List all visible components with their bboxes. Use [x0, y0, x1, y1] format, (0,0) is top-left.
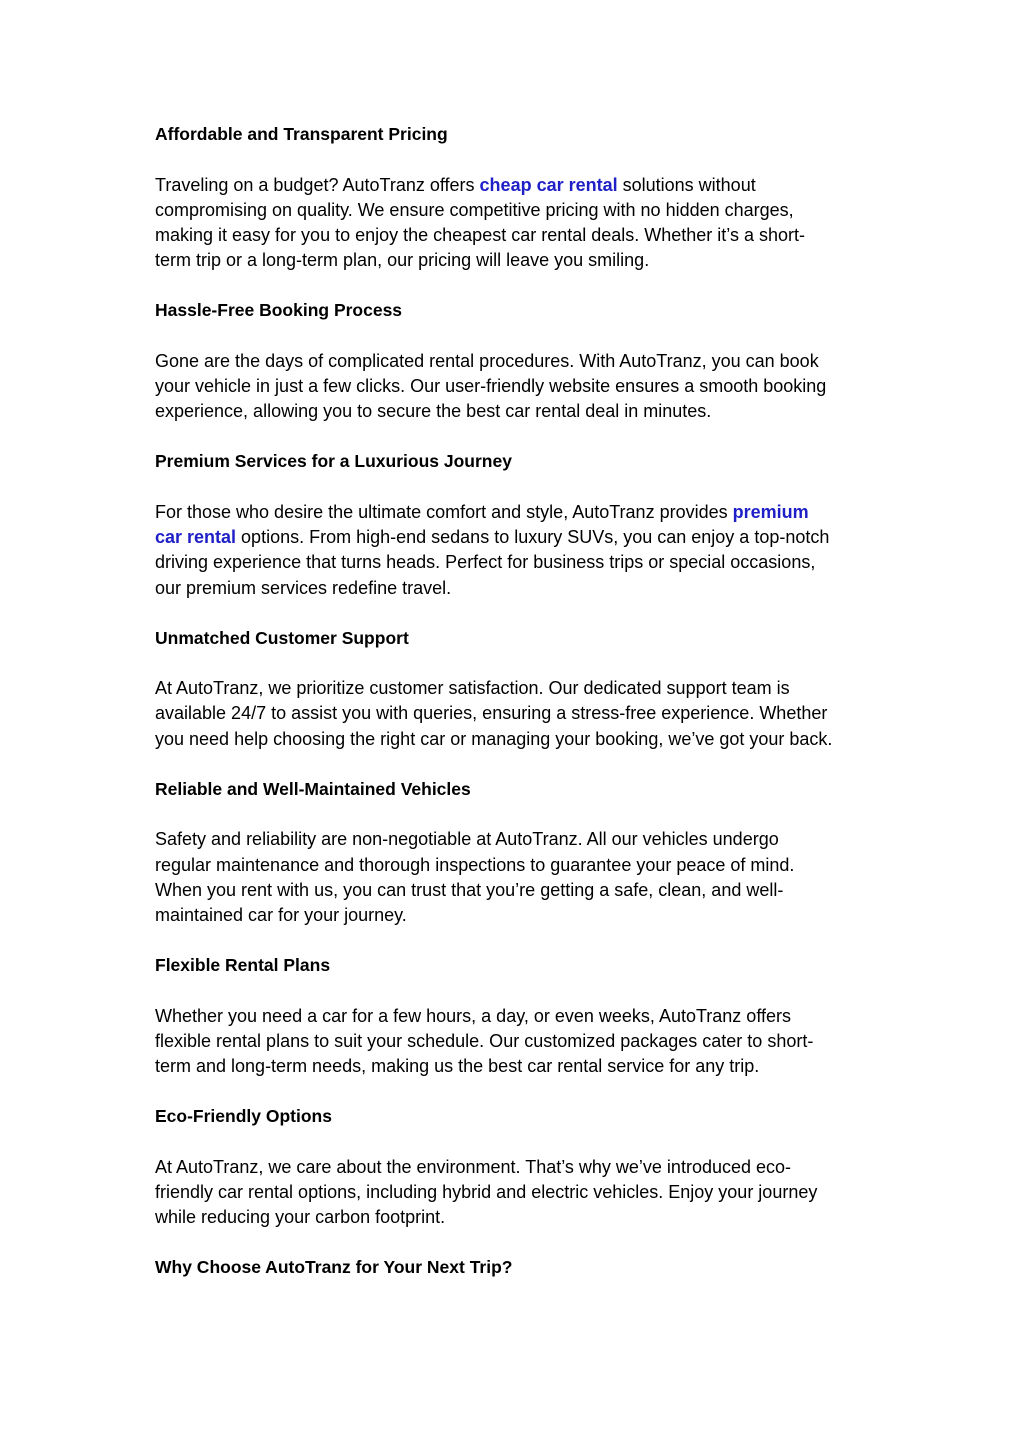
- text-run: Traveling on a budget? AutoTranz offers: [155, 174, 480, 195]
- text-run: flexible rental plans to suit your schedule. Our customized packages cater to short-: [155, 1030, 814, 1051]
- paragraph-line: [155, 374, 875, 399]
- paragraph-line: [155, 1054, 875, 1079]
- paragraph-line: [155, 1029, 875, 1054]
- paragraph-line: [155, 878, 875, 903]
- paragraph-line: [155, 525, 875, 550]
- section-heading: Eco-Friendly Options: [155, 1106, 332, 1127]
- paragraph-line: [155, 1205, 875, 1230]
- section-paragraph: [155, 827, 875, 928]
- text-run: Whether you need a car for a few hours, a day, or even weeks, AutoTranz offers: [155, 1005, 792, 1026]
- text-run: options. From high-end sedans to luxury SUVs, you can enjoy a top-notch: [236, 527, 830, 548]
- text-run: friendly car rental options, including hybrid and electric vehicles. Enjoy your journey: [155, 1181, 818, 1202]
- section-heading: Affordable and Transparent Pricing: [155, 124, 448, 144]
- text-run: making it easy for you to enjoy the cheapest car rental deals. Whether it’s a short-: [155, 224, 805, 245]
- paragraph-line: [155, 399, 875, 424]
- section-paragraph: [155, 1004, 875, 1080]
- text-run: At AutoTranz, we prioritize customer satisfaction. Our dedicated support team is: [155, 678, 790, 699]
- section-heading: Flexible Rental Plans: [155, 955, 331, 976]
- text-run: experience, allowing you to secure the best car rental deal in minutes.: [155, 401, 712, 422]
- text-run: your vehicle in just a few clicks. Our user-friendly website ensures a smooth booking: [155, 376, 827, 397]
- section-paragraph: [155, 500, 875, 601]
- section-paragraph: [155, 349, 875, 425]
- inline-link[interactable]: premium: [732, 501, 809, 522]
- paragraph-line: [155, 827, 875, 852]
- inline-link[interactable]: cheap car rental: [479, 174, 618, 195]
- paragraph-line: [155, 173, 875, 198]
- paragraph-line: [155, 550, 875, 575]
- inline-link[interactable]: car rental: [155, 527, 237, 548]
- section-heading: Premium Services for a Luxurious Journey: [155, 451, 512, 472]
- paragraph-line: [155, 500, 875, 525]
- paragraph-line: [155, 903, 875, 928]
- text-run: compromising on quality. We ensure competitive pricing with no hidden charges,: [155, 199, 794, 220]
- text-run: When you rent with us, you can trust that you’re getting a safe, clean, and well-: [155, 879, 784, 900]
- text-run: while reducing your carbon footprint.: [155, 1207, 446, 1228]
- paragraph-line: [155, 1004, 875, 1029]
- paragraph-line: [155, 701, 875, 726]
- section-paragraph: [155, 173, 875, 274]
- paragraph-line: [155, 676, 875, 701]
- paragraph-line: [155, 576, 875, 601]
- section-paragraph: [155, 676, 875, 752]
- paragraph-line: [155, 248, 875, 273]
- text-run: driving experience that turns heads. Perfect for business trips or special occasions,: [155, 552, 816, 573]
- section-heading: Unmatched Customer Support: [155, 627, 409, 648]
- text-run: At AutoTranz, we care about the environment. That’s why we’ve introduced eco-: [155, 1156, 792, 1177]
- text-run: term and long-term needs, making us the best car rental service for any trip.: [155, 1056, 760, 1077]
- text-run: maintained car for your journey.: [155, 904, 407, 925]
- section-heading: Why Choose AutoTranz for Your Next Trip?: [155, 1257, 513, 1278]
- paragraph-line: [155, 1180, 875, 1205]
- text-run: solutions without: [617, 174, 756, 195]
- document-body: [155, 122, 875, 1280]
- paragraph-line: [155, 727, 875, 752]
- paragraph-line: [155, 349, 875, 374]
- text-run: Gone are the days of complicated rental procedures. With AutoTranz, you can book: [155, 350, 819, 371]
- paragraph-line: [155, 223, 875, 248]
- paragraph-line: [155, 1155, 875, 1180]
- text-run: For those who desire the ultimate comfort and style, AutoTranz provides: [155, 501, 733, 522]
- text-run: regular maintenance and thorough inspections to guarantee your peace of mind.: [155, 854, 795, 875]
- text-run: you need help choosing the right car or managing your booking, we’ve got your back.: [155, 728, 833, 749]
- section-heading: Reliable and Well-Maintained Vehicles: [155, 778, 471, 799]
- text-run: term trip or a long-term plan, our pricing will leave you smiling.: [155, 250, 650, 271]
- text-run: our premium services redefine travel.: [155, 577, 452, 598]
- paragraph-line: [155, 198, 875, 223]
- section-paragraph: [155, 1155, 875, 1231]
- text-run: available 24/7 to assist you with queries, ensuring a stress-free experience. Whether: [155, 703, 828, 724]
- paragraph-line: [155, 853, 875, 878]
- text-run: Safety and reliability are non-negotiable at AutoTranz. All our vehicles undergo: [155, 829, 779, 850]
- section-heading: Hassle-Free Booking Process: [155, 300, 403, 321]
